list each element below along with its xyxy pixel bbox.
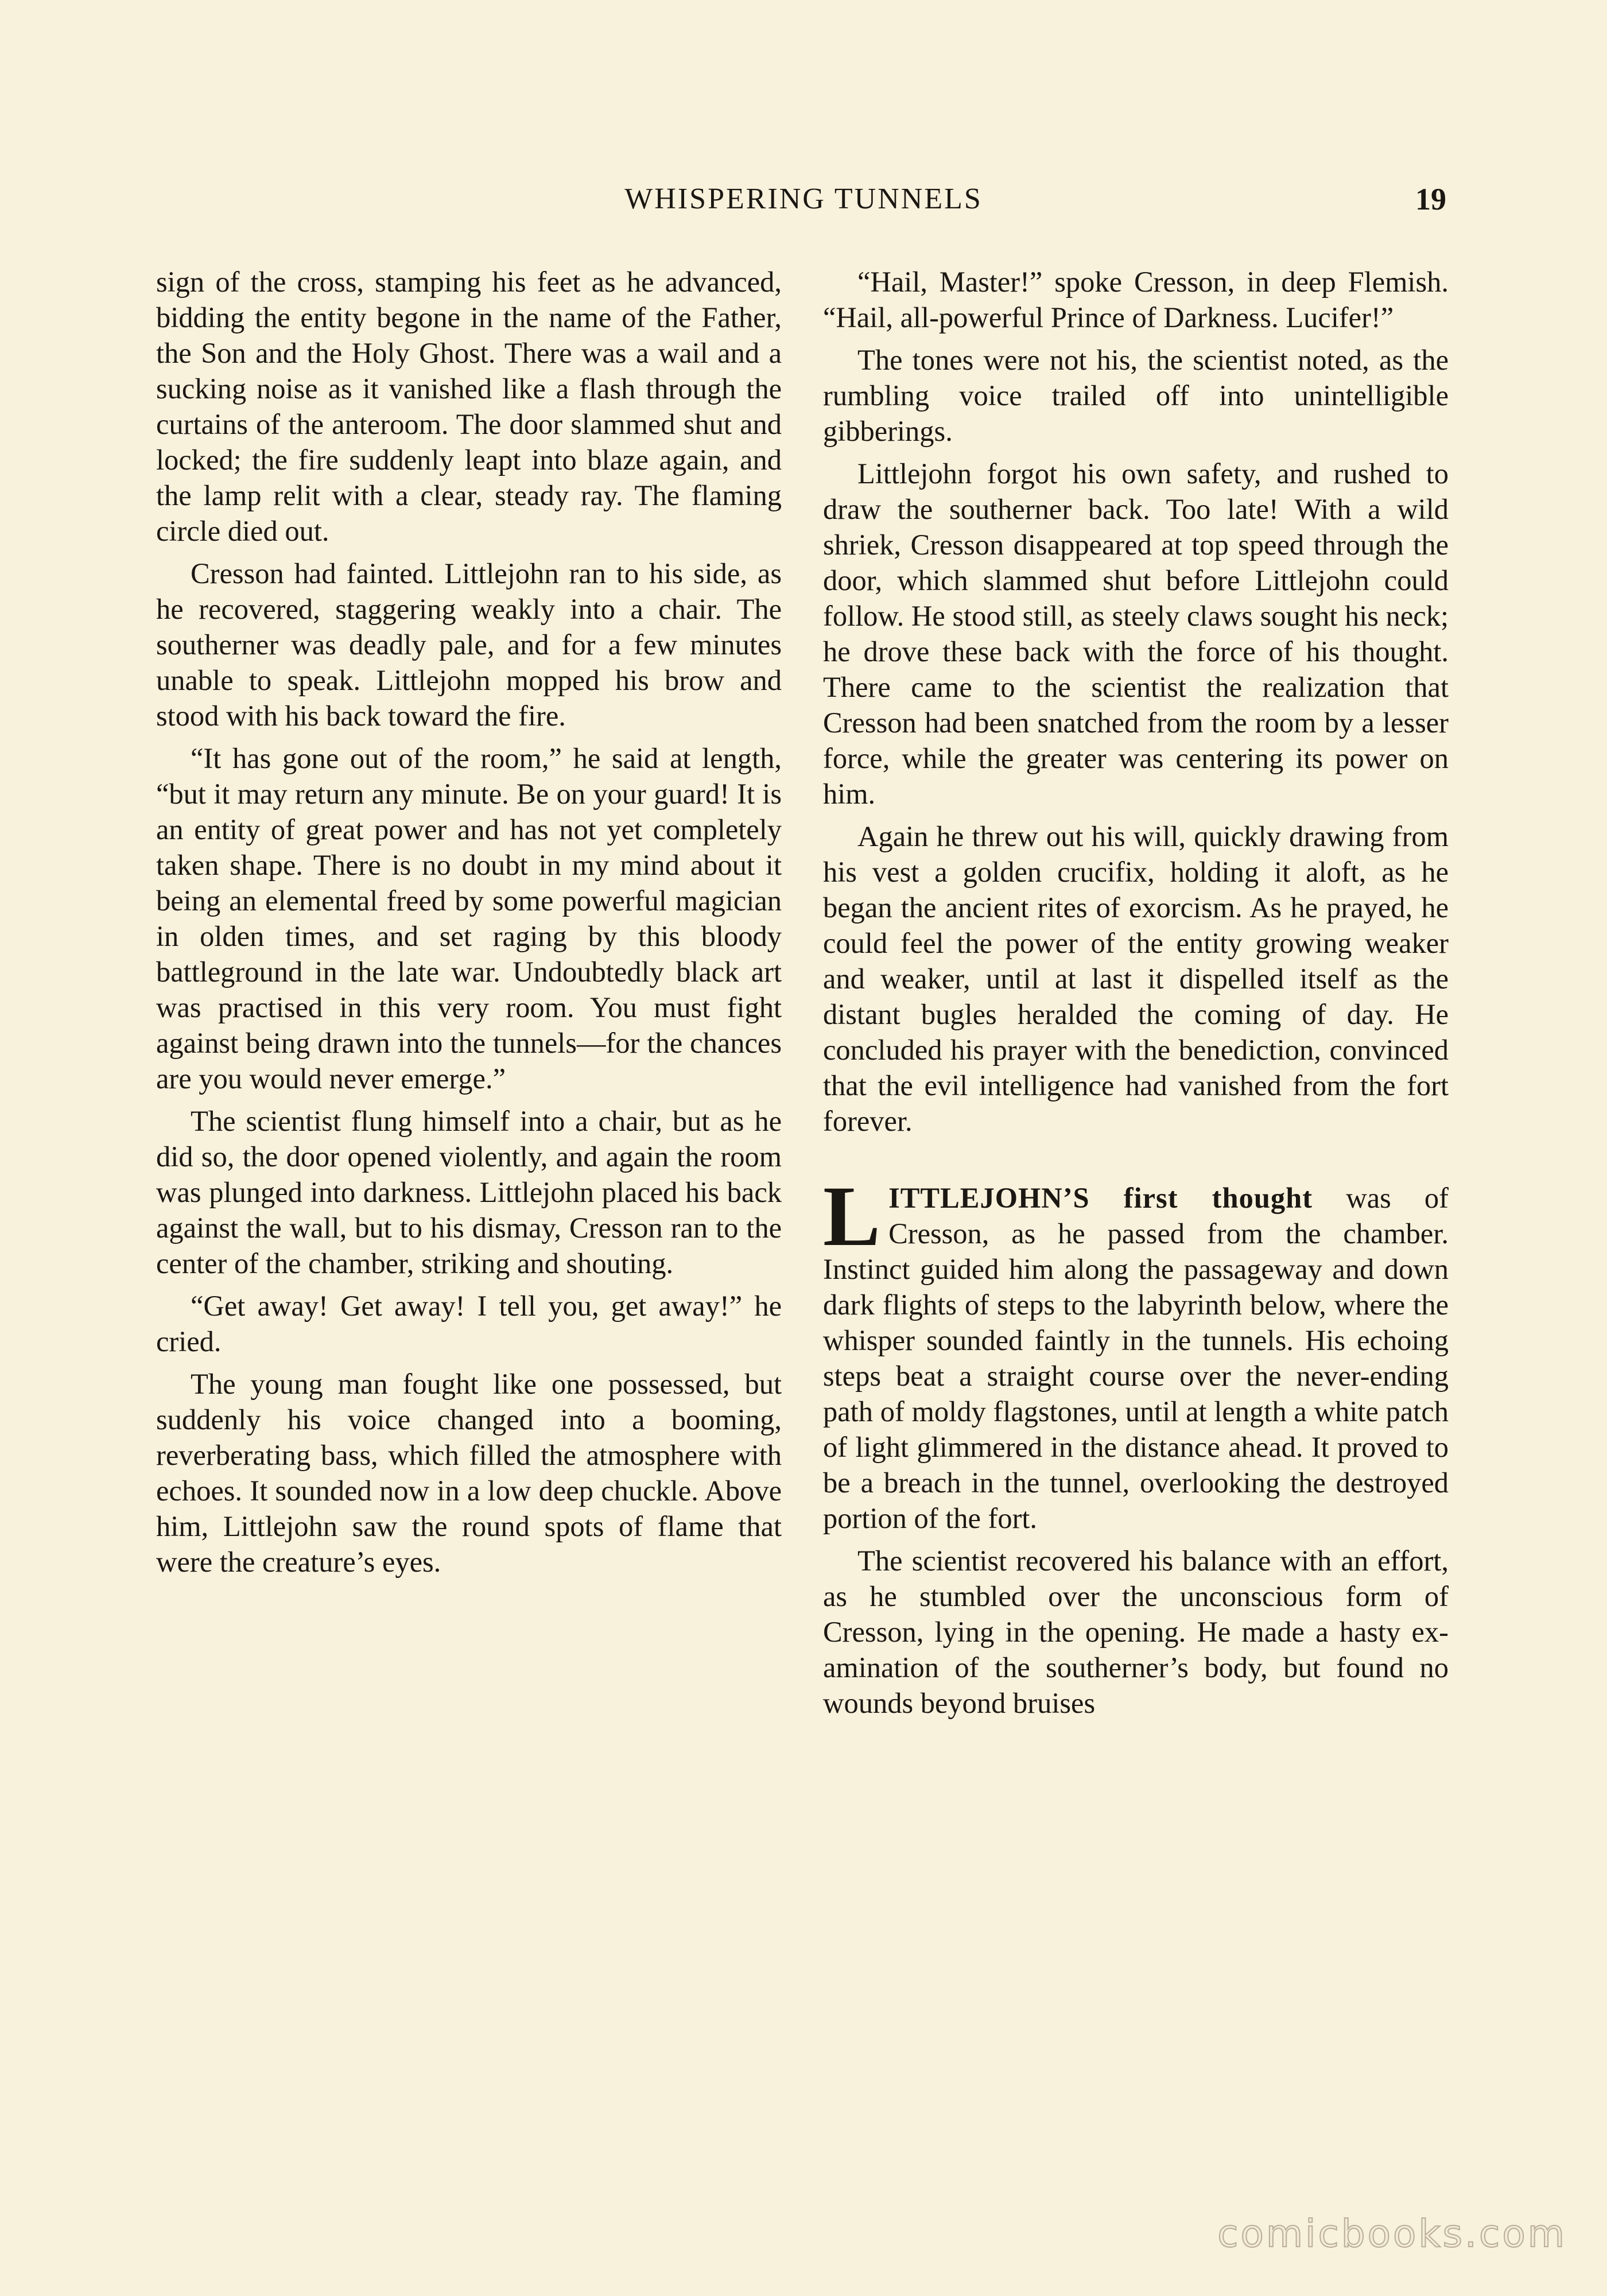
paragraph: Again he threw out his will, quickly drawing from his vest a golden crucifix, holding it aloft, as he began the ancient rites of exorcism. As he prayed, he could feel the power of the entity growing weaker and weaker, until at last it dispelled itself as the distant bugles heralded the coming of day. He concluded his prayer with the benediction, convinced that the evil intelligence had vanished from the fort forever.: [823, 820, 1449, 1137]
left-column: [156, 264, 782, 1587]
paragraph: The tones were not his, the scientist noted, as the rumbling voice trailed off into unintelligible gibberings.: [823, 344, 1449, 447]
paragraph: Cresson had fainted. Littlejohn ran to his side, as he recovered, staggering weakly into a chair. The southerner was deadly pale, and for a few minutes unable to speak. Littlejohn mopped his brow and stood with his back toward the fire.: [156, 557, 782, 732]
lead-in-text: ITTLEJOHN’S first thought: [888, 1182, 1313, 1214]
paragraph: “It has gone out of the room,” he said at length, “but it may return any minute. Be on your guard! It is an entity of great power and has not yet completely taken shape. There is no doubt in my mind about it being an elemental freed by some powerful magician in olden times, and set raging by this bloody battleground in the late war. Undoubtedly black art was practised in this very room. You must fight against being drawn into the tunnels—for the chances are you would never emerge.”: [156, 742, 782, 1095]
section-break: [823, 1146, 1449, 1180]
running-head: [161, 179, 1446, 219]
page-number: 19: [1415, 182, 1446, 216]
section-opening-paragraph: [823, 1169, 1449, 1536]
paragraph: The young man fought like one possessed, but suddenly his voice changed into a booming, reverberating bass, which filled the atmosphere with echoes. It sounded now in a low deep chuckle. Above him, Littlejohn saw the round spots of flame that were the creature’s eyes.: [156, 1368, 782, 1578]
paragraph: sign of the cross, stamping his feet as he advanced, bidding the entity begone in the name of the Father, the Son and the Holy Ghost. There was a wail and a sucking noise as it vanished like a flash through the curtains of the anteroom. The door slammed shut and locked; the fire suddenly leapt into blaze again, and the lamp relit with a clear, steady ray. The flaming circle died out.: [156, 266, 782, 547]
paragraph-continuation: was of Cresson, as he passed from the chamber. Instinct guided him along the passageway and down dark flights of steps to the labyrinth below, where the whisper sounded faintly in the tunnels. His echoing steps beat a straight course over the never-ending path of moldy flagstones, until at length a white patch of light glimmered in the distance ahead. It proved to be a breach in the tunnel, overlooking the destroyed portion of the fort.: [823, 1182, 1449, 1534]
paragraph: The scientist recovered his balance with an effort, as he stumbled over the unconscious form of Cresson, lying in the opening. He made a hasty examination of the southerner’s body, but found no wounds beyond bruises: [823, 1545, 1449, 1719]
paragraph: The scientist flung himself into a chair, but as he did so, the door opened violently, and again the room was plunged into darkness. Littlejohn placed his back against the wall, but to his dismay, Cresson ran to the center of the chamber, striking and shouting.: [156, 1105, 782, 1279]
drop-cap: L: [823, 1169, 881, 1264]
paragraph: Littlejohn forgot his own safety, and rushed to draw the southerner back. Too late! With a wild shriek, Cresson disappeared at top speed through the door, which slammed shut before Littlejohn could follow. He stood still, as steely claws sought his neck; he drove these back with the force of his thought. There came to the scientist the realization that Cresson had been snatched from the room by a lesser force, while the greater was centering its power on him.: [823, 457, 1449, 810]
paragraph: “Hail, Master!” spoke Cresson, in deep Flemish. “Hail, all-powerful Prince of Darkness. Lucifer!”: [823, 266, 1449, 333]
watermark: comicbooks.com: [1217, 2212, 1567, 2256]
right-column: [823, 264, 1449, 1728]
running-title: WHISPERING TUNNELS: [624, 183, 983, 215]
paragraph: “Get away! Get away! I tell you, get away!” he cried.: [156, 1290, 782, 1358]
